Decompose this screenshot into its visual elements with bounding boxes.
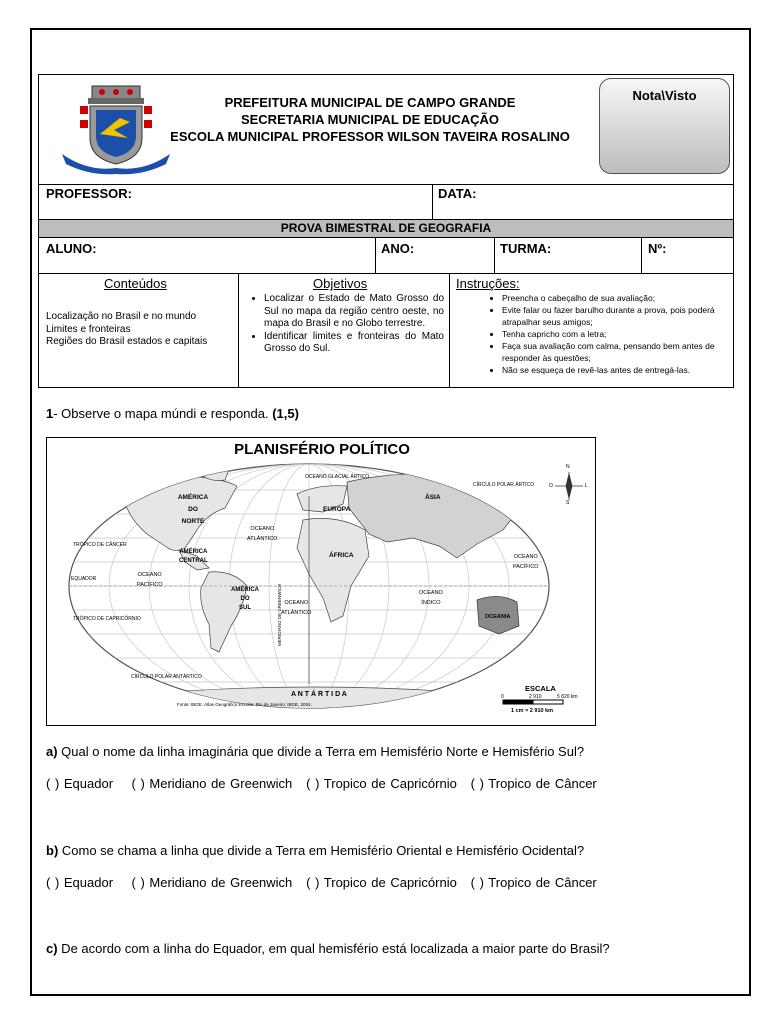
- map-label: CÍRCULO POLAR ANTÁRTICO: [131, 674, 202, 680]
- divider: [494, 237, 495, 273]
- compass-label: L: [585, 483, 588, 489]
- compass-label: N: [566, 464, 570, 470]
- map-label: AMÉRICA CENTRAL: [179, 549, 208, 564]
- compass-label: O: [549, 483, 553, 489]
- instrucoes-list: [478, 292, 730, 376]
- option-greenwich: ( ) Meridiano de Greenwich: [131, 776, 293, 791]
- map-label: OCEANIA: [485, 614, 511, 620]
- ano-label: ANO:: [381, 241, 415, 256]
- map-label: AMÉRICA DO SUL: [231, 587, 259, 611]
- map-scale-label: 1 cm = 2 910 km: [511, 708, 554, 714]
- map-label: EUROPA: [323, 506, 351, 513]
- list-item: Regiões do Brasil estados e capitais: [46, 336, 208, 347]
- list-item: • Faça sua avaliação com calma, pensando bem antes de responder às questões;: [502, 340, 730, 364]
- objetivos-title: Objetivos: [313, 276, 368, 291]
- scale-bar: [503, 700, 563, 704]
- list-item: • Tenha capricho com a letra;: [502, 328, 730, 340]
- option-cancer: ( ) Tropico de Câncer: [470, 776, 597, 791]
- turma-label: TURMA:: [500, 241, 552, 256]
- map-label: OCEANO ATLÂNTICO: [247, 526, 278, 542]
- map-label: EQUADOR: [71, 576, 97, 582]
- map-label: ÁSIA: [425, 494, 441, 501]
- map-label: OCEANO GLACIAL ÁRTICO: [305, 474, 370, 480]
- list-item: Localização no Brasil e no mundo: [46, 311, 197, 322]
- map-scale-title: ESCALA: [525, 684, 556, 693]
- map-scale-label: 0: [501, 694, 504, 700]
- numero-label: Nº:: [648, 241, 667, 256]
- option-greenwich: ( ) Meridiano de Greenwich: [131, 875, 293, 890]
- nota-visto-box: Nota\Visto: [599, 78, 730, 174]
- option-capricornio: ( ) Tropico de Capricórnio: [306, 776, 457, 791]
- divider: [449, 273, 450, 387]
- map-label: TRÓPICO DE CÂNCER: [73, 542, 127, 548]
- aluno-label: ALUNO:: [46, 241, 97, 256]
- list-item: • Evite falar ou fazer barulho durante a prova, pois poderá atrapalhar seus amigos;: [502, 304, 730, 328]
- option-equador: ( ) Equador: [46, 875, 114, 890]
- divider: [38, 273, 734, 274]
- divider: [641, 237, 642, 273]
- objetivos-list: [240, 293, 444, 356]
- map-label: MERIDIANO DE GREENWICH: [277, 583, 282, 646]
- question-b: b) Como se chama a linha que divide a Terra em Hemisfério Oriental e Hemisfério Ocidental?: [46, 843, 585, 858]
- list-item: • Identificar limites e fronteiras do Mato Grosso do Sul.: [264, 331, 444, 356]
- map-scale-label: 2 910: [529, 694, 542, 700]
- map-title: PLANISFÉRIO POLÍTICO: [234, 441, 410, 458]
- map-label: OCEANO PACÍFICO: [513, 554, 539, 570]
- map-label: ÁFRICA: [329, 552, 354, 559]
- world-map: [46, 437, 596, 726]
- divider: [238, 273, 239, 387]
- compass-label: S: [566, 500, 570, 506]
- list-item: • Localizar o Estado de Mato Grosso do Sul no mapa da região centro oeste, no mapa do Brasil e no Globo terrestre.: [264, 293, 444, 331]
- map-scale-label: 5 820 km: [557, 694, 578, 700]
- divider: [432, 184, 433, 219]
- map-label: TRÓPICO DE CAPRICÓRNIO: [73, 616, 141, 622]
- options-b: [46, 875, 597, 890]
- question-1: 1- Observe o mapa múndi e responda. (1,5): [46, 406, 299, 421]
- options-a: [46, 776, 597, 791]
- school-header: [150, 94, 590, 145]
- list-item: Limites e fronteiras: [46, 323, 131, 335]
- map-label: AMÉRICA DO NORTE: [177, 494, 209, 525]
- prova-title: PROVA BIMESTRAL DE GEOGRAFIA: [39, 220, 733, 237]
- map-source: Fonte: IBGE. Atlas Geográfico Escolar. Rio de Janeiro: IBGE, 2004.: [177, 702, 312, 707]
- professor-label: PROFESSOR:: [46, 186, 132, 201]
- escola-title: ESCOLA MUNICIPAL PROFESSOR WILSON TAVEIRA ROSALINO: [170, 129, 570, 144]
- list-item: • Não se esqueça de revê-las antes de entregá-las.: [502, 364, 730, 376]
- divider: [375, 237, 376, 273]
- list-item: • Preencha o cabeçalho de sua avaliação;: [502, 292, 730, 304]
- compass-rose-icon: [555, 472, 583, 500]
- option-capricornio: ( ) Tropico de Capricórnio: [306, 875, 457, 890]
- option-cancer: ( ) Tropico de Câncer: [470, 875, 597, 890]
- conteudos-list: [46, 311, 234, 349]
- data-label: DATA:: [438, 186, 477, 201]
- question-a: a) Qual o nome da linha imaginária que divide a Terra em Hemisfério Norte e Hemisfério Sul?: [46, 744, 585, 759]
- prefeitura-title: PREFEITURA MUNICIPAL DE CAMPO GRANDE: [224, 95, 516, 110]
- map-label: OCEANO PACÍFICO: [137, 572, 163, 588]
- question-c: c) De acordo com a linha do Equador, em qual hemisfério está localizada a maior parte do Brasil?: [46, 941, 610, 956]
- conteudos-title: Conteúdos: [104, 276, 167, 291]
- map-label: CÍRCULO POLAR ÁRTICO: [473, 482, 535, 488]
- secretaria-title: SECRETARIA MUNICIPAL DE EDUCAÇÃO: [240, 112, 500, 127]
- divider: [38, 237, 734, 238]
- instrucoes-title: Instruções:: [456, 276, 520, 291]
- map-label: OCEANO ATLÂNTICO: [281, 600, 312, 616]
- map-label: A N T Á R T I D A: [291, 691, 347, 698]
- divider: [38, 184, 734, 185]
- option-equador: ( ) Equador: [46, 776, 114, 791]
- map-label: OCEANO ÍNDICO: [419, 590, 443, 606]
